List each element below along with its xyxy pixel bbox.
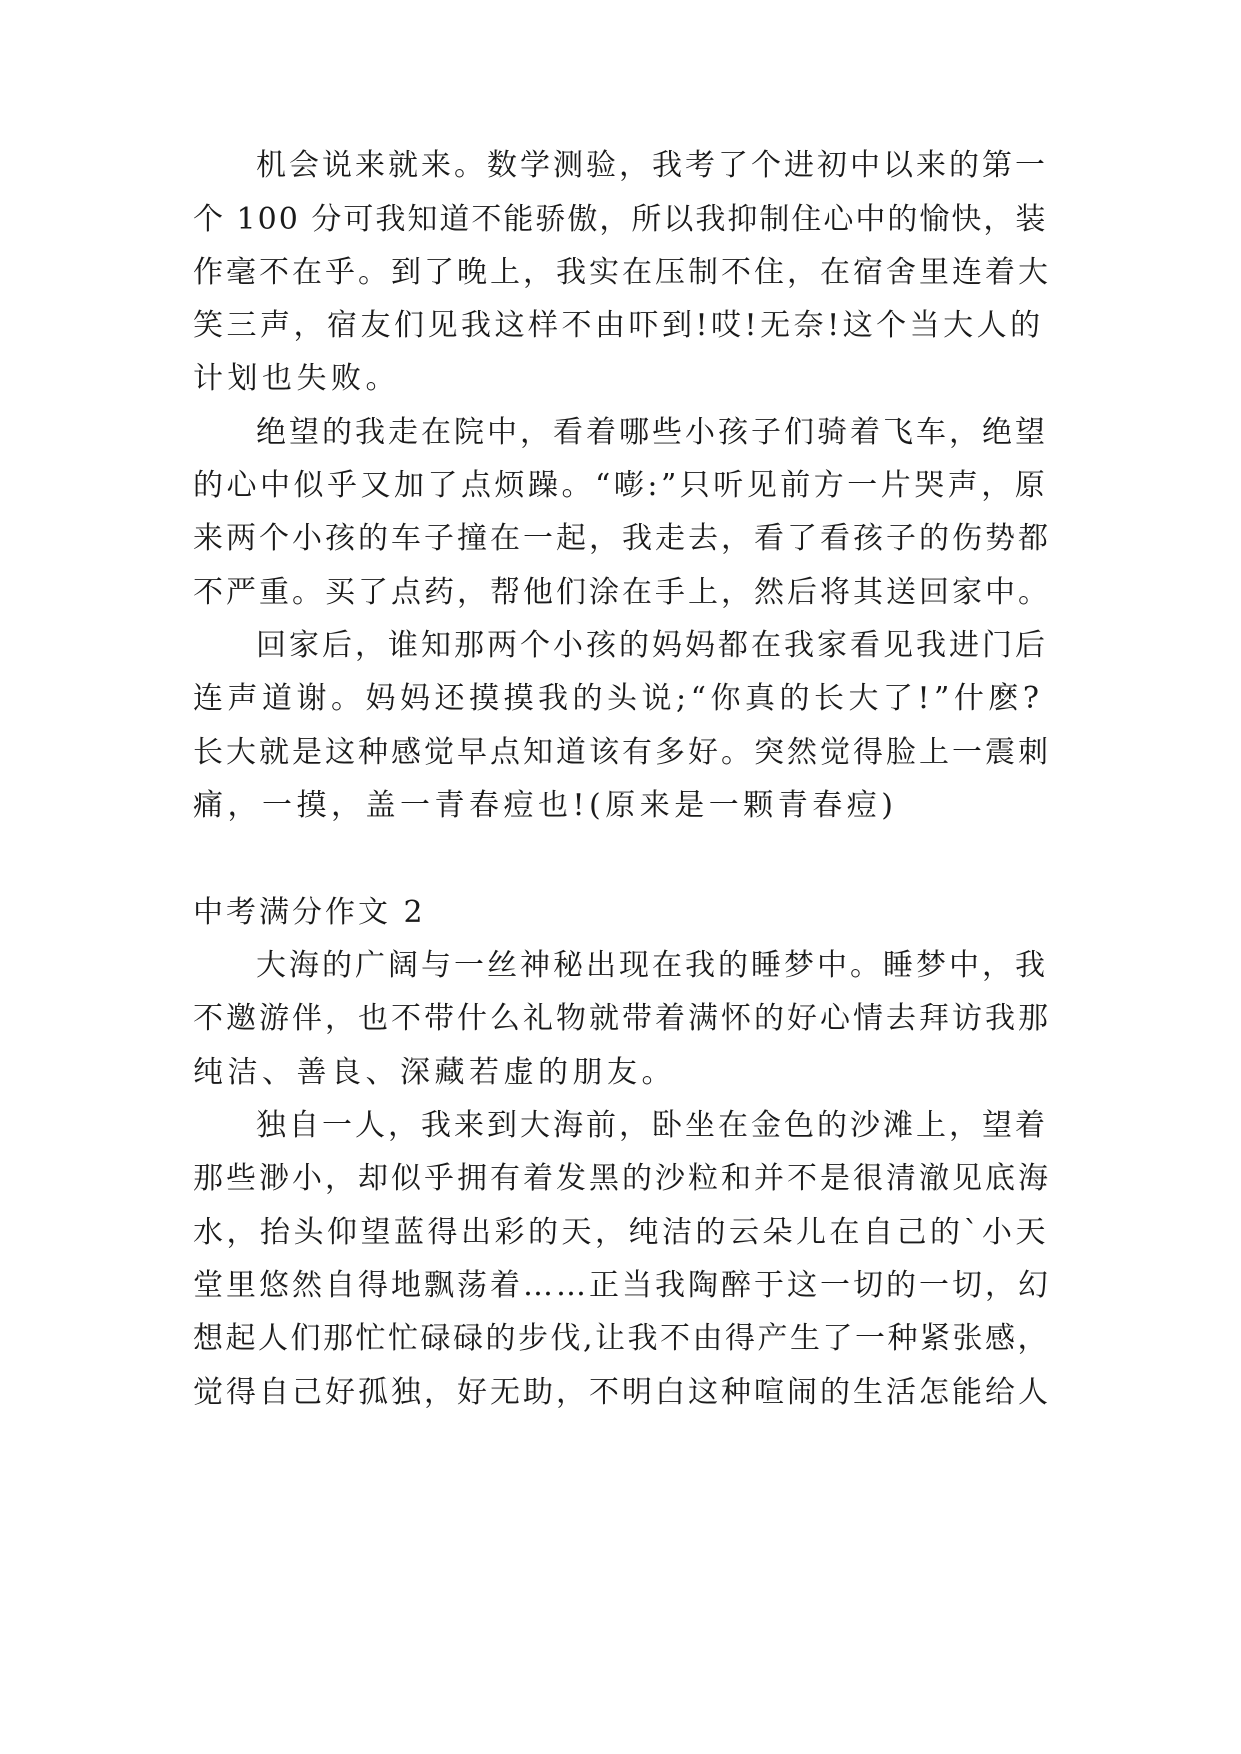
text-line: 大海的广阔与一丝神秘出现在我的睡梦中。睡梦中，我: [256, 948, 1048, 983]
text-line: 纯洁、善良、深藏若虚的朋友。: [193, 1055, 676, 1090]
text-line: 长大就是这种感觉早点知道该有多好。突然觉得脸上一震刺: [193, 735, 1051, 770]
section-heading: 中考满分作文 2: [193, 895, 426, 930]
text-line: 堂里悠然自得地飘荡着……正当我陶醉于这一切的一切，幻: [193, 1268, 1051, 1303]
text-line: 来两个小孩的车子撞在一起，我走去，看了看孩子的伤势都: [193, 521, 1051, 556]
text-line: 的心中似乎又加了点烦躁。“嘭:”只听见前方一片哭声，原: [193, 468, 1049, 503]
text-line: 连声道谢。妈妈还摸摸我的头说;“你真的长大了!”什麽?: [193, 681, 1044, 716]
text-line: 觉得自己好孤独，好无助，不明白这种喧闹的生活怎能给人: [193, 1375, 1051, 1410]
text-line: 独自一人，我来到大海前，卧坐在金色的沙滩上，望着: [256, 1108, 1048, 1143]
text-line: 计划也失败。: [193, 361, 400, 396]
text-line: 想起人们那忙忙碌碌的步伐,让我不由得产生了一种紧张感，: [193, 1321, 1051, 1356]
text-line: 回家后，谁知那两个小孩的妈妈都在我家看见我进门后: [256, 628, 1048, 663]
text-line: 水，抬头仰望蓝得出彩的天，纯洁的云朵儿在自己的`小天: [193, 1215, 1049, 1250]
text-line: 那些渺小，却似乎拥有着发黑的沙粒和并不是很清澈见底海: [193, 1161, 1051, 1196]
text-line: 作毫不在乎。到了晚上，我实在压制不住，在宿舍里连着大: [193, 255, 1051, 290]
text-line: 不严重。买了点药，帮他们涂在手上，然后将其送回家中。: [193, 575, 1051, 610]
text-line: 笑三声，宿友们见我这样不由吓到!哎!无奈!这个当大人的: [193, 308, 1044, 343]
text-line: 绝望的我走在院中，看着哪些小孩子们骑着飞车，绝望: [256, 415, 1048, 450]
text-line: 机会说来就来。数学测验，我考了个进初中以来的第一: [256, 148, 1048, 183]
text-line: 个 100 分可我知道不能骄傲，所以我抑制住心中的愉快，装: [193, 202, 1048, 237]
text-line: 痛，一摸，盖一青春痘也!(原来是一颗青春痘): [193, 788, 898, 823]
text-line: 不邀游伴，也不带什么礼物就带着满怀的好心情去拜访我那: [193, 1001, 1051, 1036]
